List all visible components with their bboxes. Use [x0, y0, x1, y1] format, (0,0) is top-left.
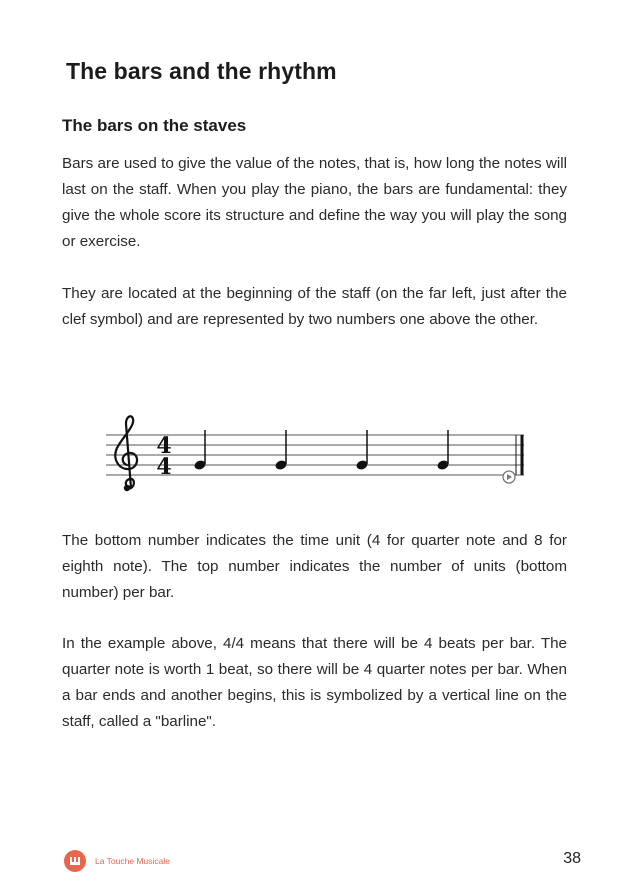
- section-subheading: The bars on the staves: [62, 116, 247, 135]
- time-signature: [156, 433, 171, 480]
- quarter-note: [355, 430, 368, 471]
- paragraph-1: Bars are used to give the value of the notes, that is, how long the notes will last on the staff. When you play the piano, the bars are fundamental: they give the whole score its structure and define the way you will play the song or exercise.: [62, 155, 567, 250]
- quarter-note: [436, 430, 449, 471]
- page-number: 38: [563, 850, 581, 867]
- page-footer: [62, 848, 582, 874]
- time-signature-top: 4: [156, 433, 172, 459]
- page-heading: The bars and the rhythm: [66, 58, 337, 84]
- brand: [64, 850, 170, 872]
- paragraph-4: In the example above, 4/4 means that there will be 4 beats per bar. The quarter note is worth 1 beat, so there will be 4 quarter notes per bar. When a bar ends and another begins, this is symbolized by a vertical line on the staff, called a "barline".: [62, 635, 567, 730]
- quarter-note: [193, 430, 206, 471]
- brand-name: La Touche Musicale: [95, 856, 170, 866]
- paragraph-2: They are located at the beginning of the staff (on the far left, just after the clef symbol) and are represented by two numbers one above the other.: [62, 285, 567, 328]
- treble-clef-icon: [115, 416, 137, 491]
- time-signature-bottom: 4: [156, 454, 172, 480]
- paragraph-3: The bottom number indicates the time unit (4 for quarter note and 8 for eighth note). The top number indicates the number of units (bottom number) per bar.: [62, 532, 567, 601]
- piano-keys-logo-icon: [64, 850, 86, 872]
- music-staff-example: [100, 408, 530, 504]
- play-icon[interactable]: [503, 471, 515, 483]
- quarter-note: [274, 430, 287, 471]
